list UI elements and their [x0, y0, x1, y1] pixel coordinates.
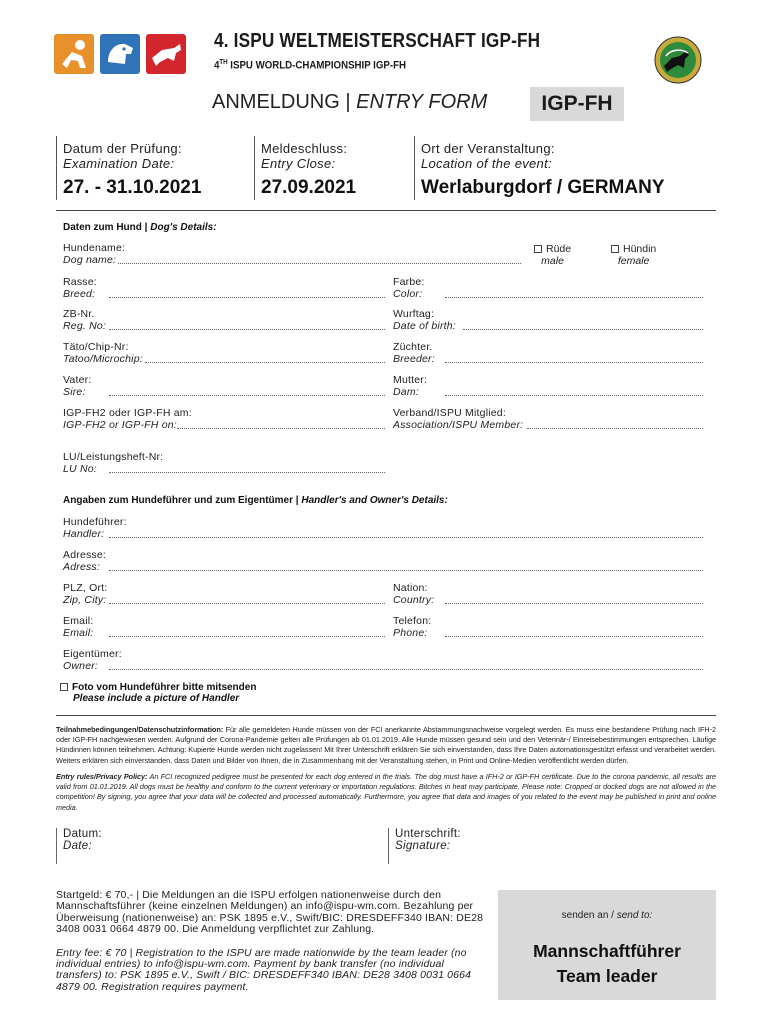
fee-info-en: Entry fee: € 70 | Registration to the ISPU are made nationwide by the team leader (no individual entries) to info@ispu-wm.com. Payment by bank transfer (no individual transfers) to: PSK 1895 e.V., Swift / BIC: DRESDEFF340 IBAN: DE28 3408 0031 0664 4879 00. Registration requires payment. [56, 946, 472, 993]
dog-head-icon [100, 34, 140, 74]
zip-city-field[interactable]: PLZ, Ort: Zip, City: [63, 582, 385, 606]
male-checkbox[interactable]: Rüde male [534, 243, 571, 267]
team-leader-label: Mannschaftführer Team leader [533, 941, 681, 986]
color-field[interactable]: Farbe: Color: [393, 276, 703, 300]
entry-close-label-en: Entry Close: [261, 156, 336, 171]
handler-field[interactable]: Hundeführer: Handler: [63, 516, 703, 540]
checkbox-icon [60, 683, 68, 691]
signature-field[interactable]: Unterschrift: Signature: [388, 828, 708, 864]
divider [56, 715, 716, 716]
club-emblem [654, 36, 702, 84]
prior-exam-field[interactable]: IGP-FH2 oder IGP-FH am: IGP-FH2 or IGP-FH on: [63, 407, 385, 431]
email-field[interactable]: Email: Email: [63, 615, 385, 639]
country-field[interactable]: Nation: Country: [393, 582, 703, 606]
entry-close-box [254, 136, 394, 200]
association-field[interactable]: Verband/ISPU Mitglied: Association/ISPU Member: [393, 407, 703, 431]
sire-field[interactable]: Vater: Sire: [63, 374, 385, 398]
send-to-label: senden an / send to: [561, 910, 653, 921]
exam-date-label: Datum der Prüfung: [63, 141, 182, 156]
exam-date-box [56, 136, 241, 200]
reg-no-field[interactable]: ZB-Nr. Reg. No: [63, 308, 385, 332]
photo-checkbox[interactable]: Foto vom Hundeführer bitte mitsenden Please include a picture of Handler [60, 682, 256, 704]
fee-info-de: Startgeld: € 70,- | Die Meldungen an die ISPU erfolgen nationenweise durch den Mannschaftsführer (keine einzelnen Meldungen) an info@ispu-wm.com. Bezahlung per Überweisung (nationenweise) an: PSK 1895 e.V., Swift/BIC: DRESDEFF340 IBAN: DE28 3408 0031 0664 4879 00. Die Anmeldung verpflichtet zur Zahlung. [56, 889, 484, 936]
handler-details-heading: Angaben zum Hundeführer und zum Eigentümer | Handler's and Owner's Details: [63, 495, 448, 506]
dam-field[interactable]: Mutter: Dam: [393, 374, 703, 398]
dog-name-line [118, 263, 521, 264]
checkbox-icon [534, 245, 542, 253]
dog-name-field[interactable]: Hundename: Dog name: [63, 242, 521, 266]
breeder-field[interactable]: Züchter. Breeder: [393, 341, 703, 365]
form-title: ANMELDUNG | ENTRY FORM [212, 91, 488, 113]
fee-info [56, 890, 486, 993]
ispu-logo [54, 32, 188, 76]
birth-date-field[interactable]: Wurftag: Date of birth: [393, 308, 703, 332]
location-label-en: Location of the event: [421, 156, 552, 171]
location-value: Werlaburgdorf / GERMANY [421, 177, 665, 198]
legal-text-de: Teilnahmebedingungen/Datenschutzinformation: Für alle gemeldeten Hunde müssen von der FCI anerkannte Abstammungsnachweise vorgelegt werden. Es muss eine bestandene Prüfung nach IFH-2 oder IGP-FH nachgewiesen werden. Aufgrund der Corona-Pandemie gelten alle Prüfungen ab 01.01.2019. Alle Hunde müssen gesund sein und den Veterinär-/ Einreisebestimmungen entsprechen. Läufige Hündinnen können teilnehmen. Achtung: Kupierte Hunde werden nicht zugelassen! Mit Ihrer Unterschrift erklären Sie sich einverstanden, dass Ihre Daten automationsgestützt erfasst und verarbeitet werden. Weiters erklären sich einverstanden, dass Daten und Bilder von Ihnen, die in Zusammenhang mit der Veranstaltung stehen, in Print und Online-Medien veröffentlicht werden dürfen. [56, 725, 716, 765]
owner-field[interactable]: Eigentümer: Owner: [63, 648, 703, 672]
person-icon [54, 34, 94, 74]
checkbox-icon [611, 245, 619, 253]
dog-details-heading: Daten zum Hund | Dog's Details: [63, 222, 217, 233]
exam-date-label-en: Examination Date: [63, 156, 175, 171]
entry-close-value: 27.09.2021 [261, 177, 357, 198]
legal-text-en: Entry rules/Privacy Policy: An FCI recognized pedigree must be presented for each dog entered in the trials. The dog must have a IFH-2 or IGP-FH certificate. Due to the corona pandemic, all results are valid from 01.01.2019. All dogs must be healthy and conform to the current veterinary or importation regulations. Bitches in heat may participate. Please note: Cropped or docked dogs are not allowed in the competition! By signing, you agree that your data will be collected and processed automatically. Furthermore, you agree that data and images of you related to the event may be published in print and online media. [56, 772, 717, 812]
send-to-box [498, 890, 716, 1000]
date-sign-field[interactable]: Datum: Date: [56, 828, 376, 864]
phone-field[interactable]: Telefon: Phone: [393, 615, 703, 639]
microchip-field[interactable]: Täto/Chip-Nr: Tatoo/Microchip: [63, 341, 385, 365]
breed-field[interactable]: Rasse: Breed: [63, 276, 385, 300]
dog-running-icon [146, 34, 186, 74]
female-checkbox[interactable]: Hündin female [611, 243, 656, 267]
lu-no-field[interactable]: LU/Leistungsheft-Nr: LU No: [63, 451, 385, 475]
address-field[interactable]: Adresse: Adress: [63, 549, 703, 573]
location-label: Ort der Veranstaltung: [421, 141, 555, 156]
discipline-badge: IGP-FH [530, 87, 624, 121]
page-title: 4. ISPU WELTMEISTERSCHAFT IGP-FH [214, 30, 541, 52]
location-box [414, 136, 714, 200]
exam-date-value: 27. - 31.10.2021 [63, 177, 202, 198]
page-subtitle: 4TH ISPU WORLD-CHAMPIONSHIP IGP-FH [214, 59, 406, 72]
entry-close-label: Meldeschluss: [261, 141, 348, 156]
divider [56, 210, 716, 211]
